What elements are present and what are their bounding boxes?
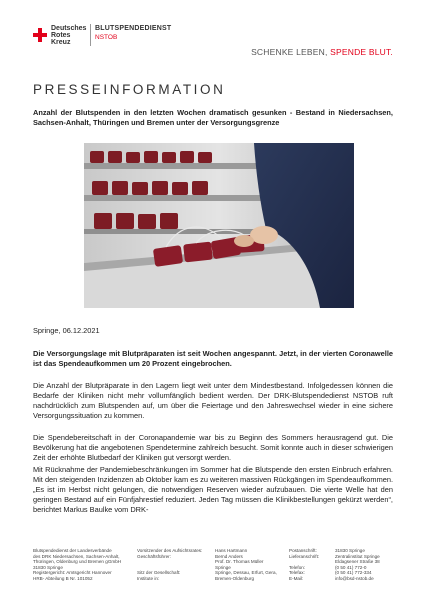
footer-line: Telefon:: [289, 564, 306, 570]
footer-names: [215, 548, 277, 582]
footer-line: Bremen-Oldenburg: [215, 575, 255, 581]
footer-line: Institute in:: [137, 575, 160, 581]
footer-line: Prof. Dr. Thomas Müller: [215, 559, 264, 565]
service-sub: NSTOB: [95, 34, 118, 41]
service-name: BLUTSPENDEDIENST: [95, 25, 172, 32]
footer-line: info@bsd-nstob.de: [335, 575, 374, 581]
footer-line: 31830 Springe: [335, 548, 365, 553]
footer-line: Springe: [215, 564, 231, 570]
footer-line: Thüringen, Oldenburg und Bremen gGmbH: [33, 559, 122, 565]
lead-paragraph: Anzahl der Blutspenden in den letzten Wochen dramatisch gesunken - Bestand in Niedersachsen, Sachsen-Anhalt, Thüringen und Bremen unter der Versorgungsgrenze: [33, 108, 393, 127]
page-title: PRESSEINFORMATION: [33, 82, 226, 97]
slogan: [251, 47, 393, 57]
footer-line: Vorsitzender des Aufsichtsrates:: [137, 548, 203, 553]
paragraph-2: Die Anzahl der Blutpräparate in den Lagern liegt weit unter dem Mindestbestand. Infolgedessen können die Bedarfe der Kliniken nicht mehr vollumfänglich bedient werden. Der DRK-Blutspendedienst NSTOB ruft nachdrücklich zum Blutspenden auf, um über die Feiertage und den Jahreswechsel wieder in eine sichere Versorgungssituation zu kommen.: [33, 381, 393, 420]
footer-line: Geschäftsführer:: [137, 553, 171, 559]
paragraph-4: Mit Rücknahme der Pandemiebeschränkungen im Sommer hat die Blutspende den ersten Einbruch erfahren. Mit den steigenden Inzidenzen ab Oktober kam es zu weiteren massiven Rückgängen im Spendeaufkommen. „Es ist im Herbst nicht gelungen, die notwendigen Reserven wieder aufzubauen. Die vierte Welle hat den geringen Bestand auf ein Fünfjahrestief reduziert. Jeden Tag müssen die Klinikbestellungen gekürzt werden“, berichtet Markus Baulke vom DRK-: [33, 465, 393, 514]
logo-divider: [90, 24, 91, 46]
footer-line: des DRK Niedersachsen, Sachsen-Anhalt,: [33, 553, 120, 559]
slogan-part1: SCHENKE LEBEN,: [251, 47, 331, 57]
footer-contact-values: [335, 548, 380, 582]
footer-line: Telefax:: [289, 570, 305, 576]
org-name: [51, 25, 86, 46]
paragraph-1: Die Versorgungslage mit Blutpräparaten ist seit Wochen angespannt. Jetzt, in der vierten Coronawelle ist das Spendeaufkommen um 20 Prozent eingebrochen.: [33, 349, 393, 368]
footer-line: Lieferanschrift:: [289, 553, 320, 559]
footer-company: [33, 548, 121, 582]
paragraph-3: Die Spendebereitschaft in der Coronapandemie war bis zu Beginn des Sommers herausragend gut. Die Bevölkerung hat die angebotenen Spendetermine zahlreich besucht. Somit konnte auch in dieser schwierigen Zeit der erhöhte Blutbedarf der Kliniken gut versorgt werden.: [33, 433, 393, 462]
org-line-3: Kreuz: [51, 39, 71, 46]
footer-line: (0 50 41) 772-334: [335, 570, 372, 576]
org-line-1: Deutsches: [51, 25, 87, 32]
footer-line: (0 50 41) 772-0: [335, 564, 367, 570]
footer-line: Springe, Dessau, Erfurt, Gera,: [215, 570, 277, 576]
org-line-2: Rotes: [51, 32, 71, 39]
footer-line: Bernd Anders: [215, 553, 243, 559]
footer-roles: [137, 548, 202, 582]
footer-line: Sitz der Gesellschaft:: [137, 570, 181, 576]
red-cross-logo: [33, 28, 47, 42]
footer-line: HRB- Abteilung B Nr. 101052: [33, 575, 93, 581]
footer-line: Zentralinstitut Springe: [335, 553, 380, 559]
footer-line: 31830 Springe: [33, 564, 63, 570]
footer-line: Postanschrift:: [289, 548, 317, 553]
footer-line: Hans Hartmann: [215, 548, 248, 553]
blood-bags-photo: [84, 143, 354, 308]
footer-contact-labels: [289, 548, 319, 582]
footer-line: Blutspendedienst der Landesverbände: [33, 548, 112, 553]
letterhead: [33, 22, 393, 62]
slogan-part2: SPENDE BLUT.: [330, 47, 393, 57]
footer-line: Registergericht: Amtsgericht Hannover: [33, 570, 112, 576]
footer: [33, 548, 393, 593]
footer-line: E-Mail:: [289, 575, 304, 581]
footer-line: Eldagsener Straße 38: [335, 559, 380, 565]
press-date: Springe, 06.12.2021: [33, 326, 100, 335]
